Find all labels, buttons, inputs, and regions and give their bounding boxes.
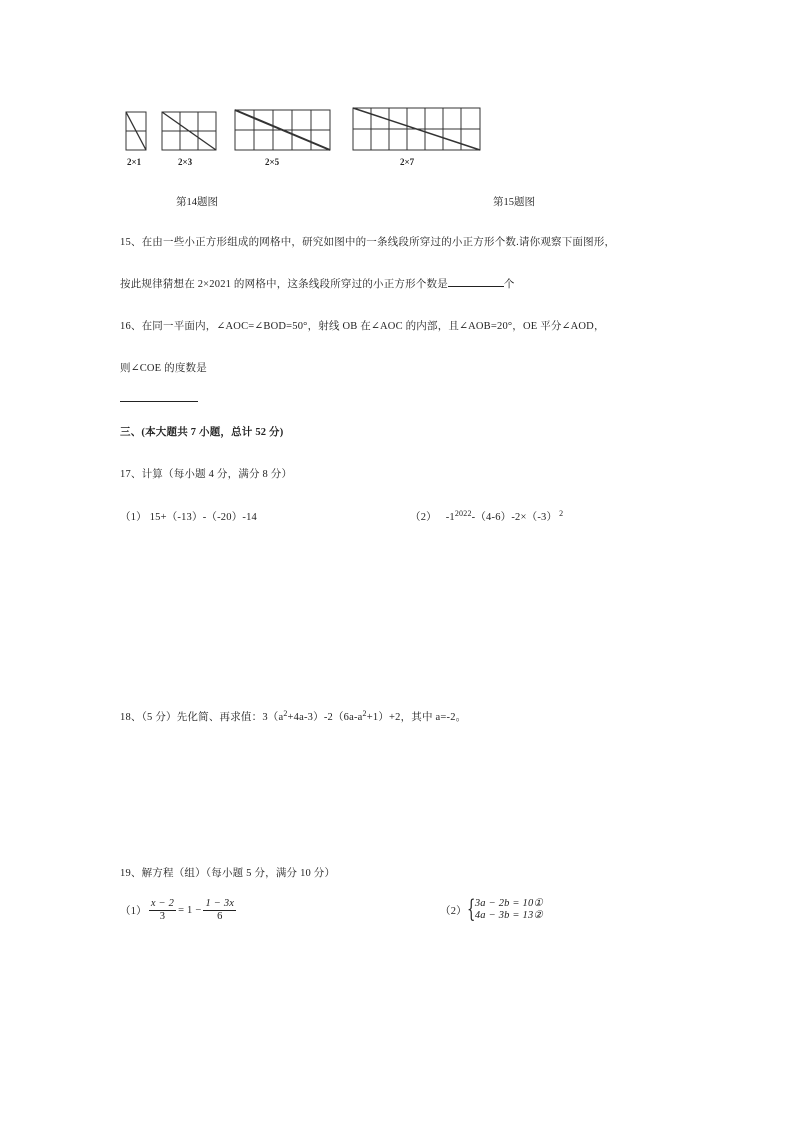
q17-part2-number: （2） [410, 512, 437, 523]
brace-icon: { [466, 895, 476, 923]
grid-2x3 [162, 112, 216, 150]
q16-line2: 则∠COE 的度数是 [120, 363, 207, 374]
q17-part2-exponent: 2022 [454, 509, 472, 518]
q15-line2-unit: 个 [503, 279, 515, 290]
q19-equation-1: 3a − 2b = 10① [474, 898, 544, 909]
q17-part2-exponent2: 2 [559, 509, 564, 518]
q19-title: 19、解方程（组）（每小题 5 分，满分 10 分） [120, 868, 336, 879]
grid-figures [0, 0, 794, 190]
q18-text-post: +1）+2，其中 a=-2。 [366, 712, 467, 723]
q19-part2 [440, 895, 544, 923]
grid-2x1 [126, 112, 146, 150]
q19-part1 [120, 898, 238, 923]
q17-title: 17、计算（每小题 4 分，满分 8 分） [120, 469, 293, 480]
q15-answer-blank[interactable] [448, 277, 504, 287]
q16-answer-blank[interactable] [120, 392, 198, 402]
q16-line1: 16、在同一平面内，∠AOC=∠BOD=50°，射线 OB 在∠AOC 的内部，且∠AOB=20°，OE 平分∠AOD， [120, 321, 605, 332]
q18-question [120, 709, 466, 724]
section-3-heading: 三、(本大题共 7 小题，总计 52 分) [120, 427, 284, 438]
caption-figure-15: 第15题图 [493, 197, 535, 208]
q18-sup2: 2 [362, 709, 367, 718]
q18-text-pre: 18、（5 分）先化简、再求值：3（a [120, 712, 284, 723]
q18-sup1: 2 [283, 709, 288, 718]
q19-fraction-1 [149, 898, 176, 923]
grid-label-2x5: 2×5 [265, 157, 280, 167]
q17-part2 [410, 509, 563, 524]
grid-2x5 [235, 110, 330, 150]
q19-fraction-2-numerator: 1 − 3x [205, 898, 235, 909]
q19-part2-number: （2） [440, 905, 467, 917]
q19-fraction-1-denominator: 3 [159, 911, 166, 922]
q19-equals: = 1 − [178, 905, 202, 916]
q17-part1-number: （1） [120, 512, 147, 523]
grid-label-2x7: 2×7 [400, 157, 415, 167]
q19-fraction-2-denominator: 6 [217, 911, 223, 922]
grid-2x7 [353, 108, 480, 150]
q19-equation-system [466, 895, 544, 923]
q15-line1: 15、在由一些小正方形组成的网格中，研究如图中的一条线段所穿过的小正方形个数.请你观察下面图形， [120, 237, 616, 248]
q19-fraction-2 [203, 898, 236, 923]
q17-part2-expression: -（4-6）-2×（-3） [471, 512, 558, 523]
q19-equation-2: 4a − 3b = 13② [474, 910, 544, 921]
q17-part1 [120, 509, 257, 524]
q17-part1-expression: 15+（-13）-（-20）-14 [149, 512, 257, 523]
q15-line2-text: 按此规律猜想在 2×2021 的网格中，这条线段所穿过的小正方形个数是 [120, 279, 448, 290]
caption-figure-14: 第14题图 [176, 197, 218, 208]
q19-fraction-1-numerator: x − 2 [150, 898, 175, 909]
grid-label-2x3: 2×3 [178, 157, 193, 167]
q19-part1-number: （1） [120, 906, 147, 917]
q15-line2 [120, 276, 515, 291]
grid-label-2x1: 2×1 [127, 157, 142, 167]
q18-text-mid: +4a-3）-2（6a-a [287, 712, 363, 723]
q17-part2-base: -1 [445, 512, 455, 523]
